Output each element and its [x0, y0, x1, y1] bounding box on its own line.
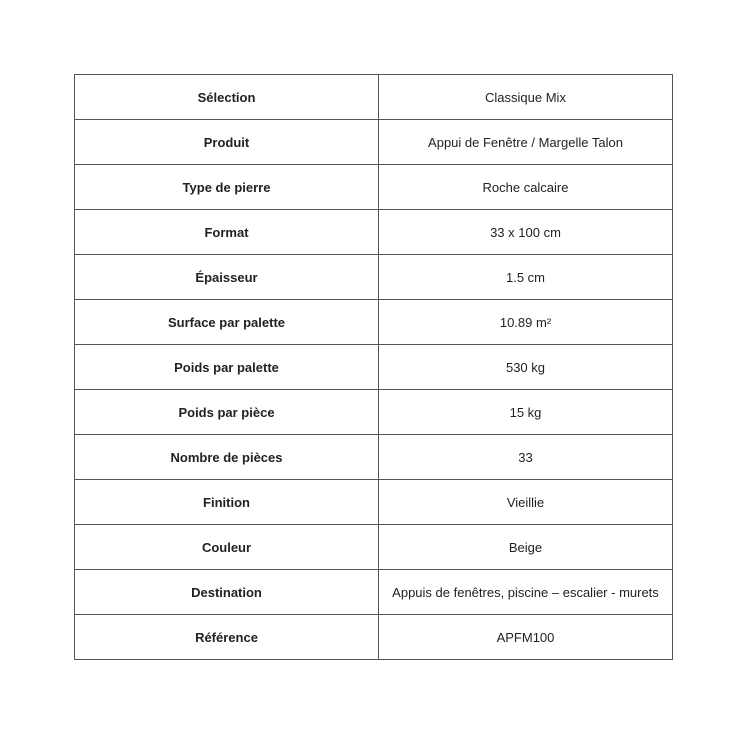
row-value: Beige [379, 525, 673, 570]
table-row [75, 480, 673, 525]
row-label: Poids par pièce [75, 390, 379, 435]
row-label: Référence [75, 615, 379, 660]
row-value: 10.89 m² [379, 300, 673, 345]
row-label: Poids par palette [75, 345, 379, 390]
table-row [75, 165, 673, 210]
row-value: Classique Mix [379, 75, 673, 120]
row-value: 15 kg [379, 390, 673, 435]
row-label: Produit [75, 120, 379, 165]
row-value: Roche calcaire [379, 165, 673, 210]
table-row [75, 210, 673, 255]
row-label: Couleur [75, 525, 379, 570]
table-row [75, 525, 673, 570]
row-value: 33 [379, 435, 673, 480]
table-row [75, 345, 673, 390]
table-row [75, 120, 673, 165]
row-label: Sélection [75, 75, 379, 120]
row-label: Destination [75, 570, 379, 615]
row-label: Finition [75, 480, 379, 525]
table-row [75, 255, 673, 300]
table-row [75, 435, 673, 480]
row-value: Appuis de fenêtres, piscine – escalier - murets [379, 570, 673, 615]
row-label: Surface par palette [75, 300, 379, 345]
table-row [75, 390, 673, 435]
row-value: APFM100 [379, 615, 673, 660]
row-label: Nombre de pièces [75, 435, 379, 480]
row-value: Appui de Fenêtre / Margelle Talon [379, 120, 673, 165]
table-row [75, 615, 673, 660]
row-value: Vieillie [379, 480, 673, 525]
table-row [75, 75, 673, 120]
row-value: 33 x 100 cm [379, 210, 673, 255]
row-label: Épaisseur [75, 255, 379, 300]
row-value: 530 kg [379, 345, 673, 390]
table-row [75, 570, 673, 615]
table-row [75, 300, 673, 345]
product-spec-table [74, 74, 673, 660]
row-label: Format [75, 210, 379, 255]
row-value: 1.5 cm [379, 255, 673, 300]
row-label: Type de pierre [75, 165, 379, 210]
